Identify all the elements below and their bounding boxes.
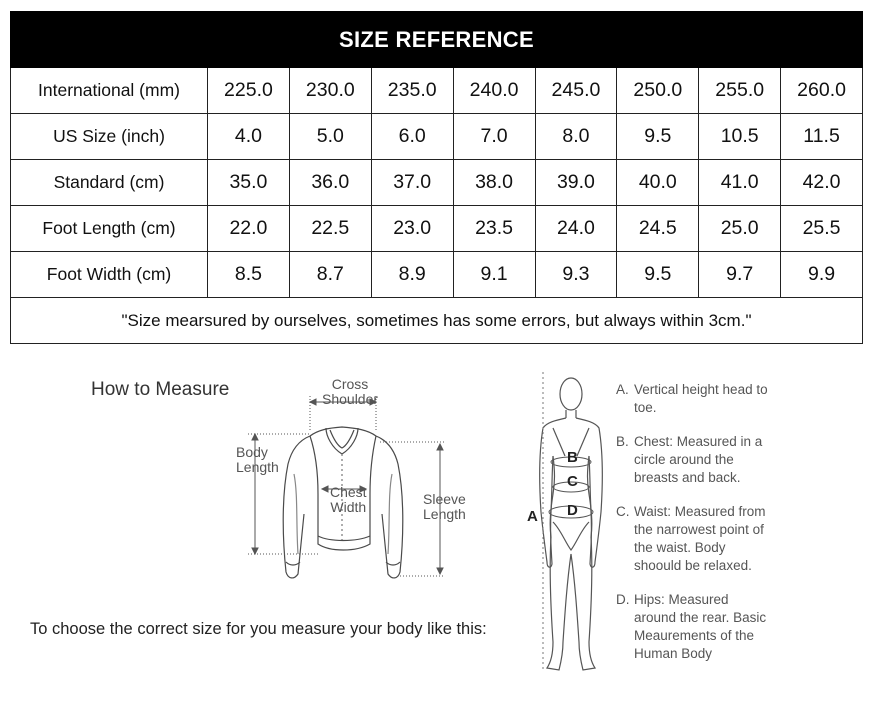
table-cell: 8.7 — [289, 252, 371, 298]
table-cell: 38.0 — [453, 160, 535, 206]
body-length-label — [236, 445, 279, 475]
row-label: Foot Length (cm) — [11, 206, 208, 252]
size-reference-table — [10, 11, 863, 344]
table-cell: 41.0 — [699, 160, 781, 206]
table-cell: 9.1 — [453, 252, 535, 298]
table-row — [11, 160, 863, 206]
table-cell: 40.0 — [617, 160, 699, 206]
legend-text: Hips: Measured around the rear. Basic Meaurements of the Human Body — [634, 592, 767, 661]
letter-d: D — [567, 502, 578, 519]
instruction-text: To choose the correct size for you measure your body like this: — [30, 620, 487, 638]
legend-letter: A. — [616, 382, 629, 397]
row-label: Foot Width (cm) — [11, 252, 208, 298]
letter-a: A — [527, 508, 538, 525]
table-cell: 5.0 — [289, 114, 371, 160]
table-cell: 225.0 — [208, 68, 290, 114]
table-cell: 35.0 — [208, 160, 290, 206]
table-cell: 23.5 — [453, 206, 535, 252]
table-cell: 24.0 — [535, 206, 617, 252]
table-note-row — [11, 298, 863, 344]
table-cell: 8.0 — [535, 114, 617, 160]
table-cell: 250.0 — [617, 68, 699, 114]
legend-text: Waist: Measured from the narrowest point of the waist. Body shoould be relaxed. — [634, 504, 766, 573]
row-label: International (mm) — [11, 68, 208, 114]
table-header-row — [11, 12, 863, 68]
table-cell: 37.0 — [371, 160, 453, 206]
table-row — [11, 252, 863, 298]
legend-item — [616, 503, 866, 575]
letter-b: B — [567, 449, 578, 466]
legend-text: Chest: Measured in a circle around the breasts and back. — [634, 434, 763, 485]
body-length-text: Body Length — [236, 444, 279, 475]
table-cell: 23.0 — [371, 206, 453, 252]
table-cell: 39.0 — [535, 160, 617, 206]
table-cell: 11.5 — [781, 114, 863, 160]
legend-letter: B. — [616, 434, 629, 449]
legend-item — [616, 591, 866, 663]
cross-shoulder-text: Cross Shoulder — [322, 376, 379, 407]
table-cell: 8.5 — [208, 252, 290, 298]
measurement-legend — [616, 381, 866, 679]
letter-c: C — [567, 473, 578, 490]
table-row — [11, 114, 863, 160]
table-cell: 9.9 — [781, 252, 863, 298]
chest-width-label — [330, 485, 367, 515]
table-cell: 255.0 — [699, 68, 781, 114]
table-cell: 245.0 — [535, 68, 617, 114]
cross-shoulder-label — [322, 377, 378, 407]
sleeve-length-text: Sleeve Length — [423, 491, 466, 522]
table-cell: 25.5 — [781, 206, 863, 252]
table-note: "Size mearsured by ourselves, sometimes has some errors, but always within 3cm." — [11, 298, 863, 344]
table-cell: 4.0 — [208, 114, 290, 160]
table-cell: 22.5 — [289, 206, 371, 252]
table-cell: 22.0 — [208, 206, 290, 252]
table-cell: 9.5 — [617, 114, 699, 160]
table-cell: 8.9 — [371, 252, 453, 298]
table-cell: 9.5 — [617, 252, 699, 298]
table-cell: 25.0 — [699, 206, 781, 252]
row-label: Standard (cm) — [11, 160, 208, 206]
legend-item — [616, 433, 866, 487]
table-cell: 9.7 — [699, 252, 781, 298]
table-cell: 6.0 — [371, 114, 453, 160]
sleeve-length-label — [423, 492, 466, 522]
table-cell: 7.0 — [453, 114, 535, 160]
legend-text: Vertical height head to toe. — [634, 382, 768, 415]
table-row — [11, 206, 863, 252]
legend-letter: C. — [616, 504, 630, 519]
legend-item — [616, 381, 866, 417]
measurement-guide — [0, 344, 873, 702]
chest-width-text: Chest Width — [330, 484, 367, 515]
table-cell: 235.0 — [371, 68, 453, 114]
table-cell: 240.0 — [453, 68, 535, 114]
table-cell: 9.3 — [535, 252, 617, 298]
table-cell: 42.0 — [781, 160, 863, 206]
table-cell: 10.5 — [699, 114, 781, 160]
body-measure-diagram — [525, 372, 615, 677]
row-label: US Size (inch) — [11, 114, 208, 160]
table-cell: 230.0 — [289, 68, 371, 114]
table-cell: 24.5 — [617, 206, 699, 252]
table-title: SIZE REFERENCE — [11, 12, 863, 68]
legend-letter: D. — [616, 592, 630, 607]
table-row — [11, 68, 863, 114]
table-cell: 36.0 — [289, 160, 371, 206]
table-cell: 260.0 — [781, 68, 863, 114]
how-to-measure-title: How to Measure — [91, 379, 230, 400]
